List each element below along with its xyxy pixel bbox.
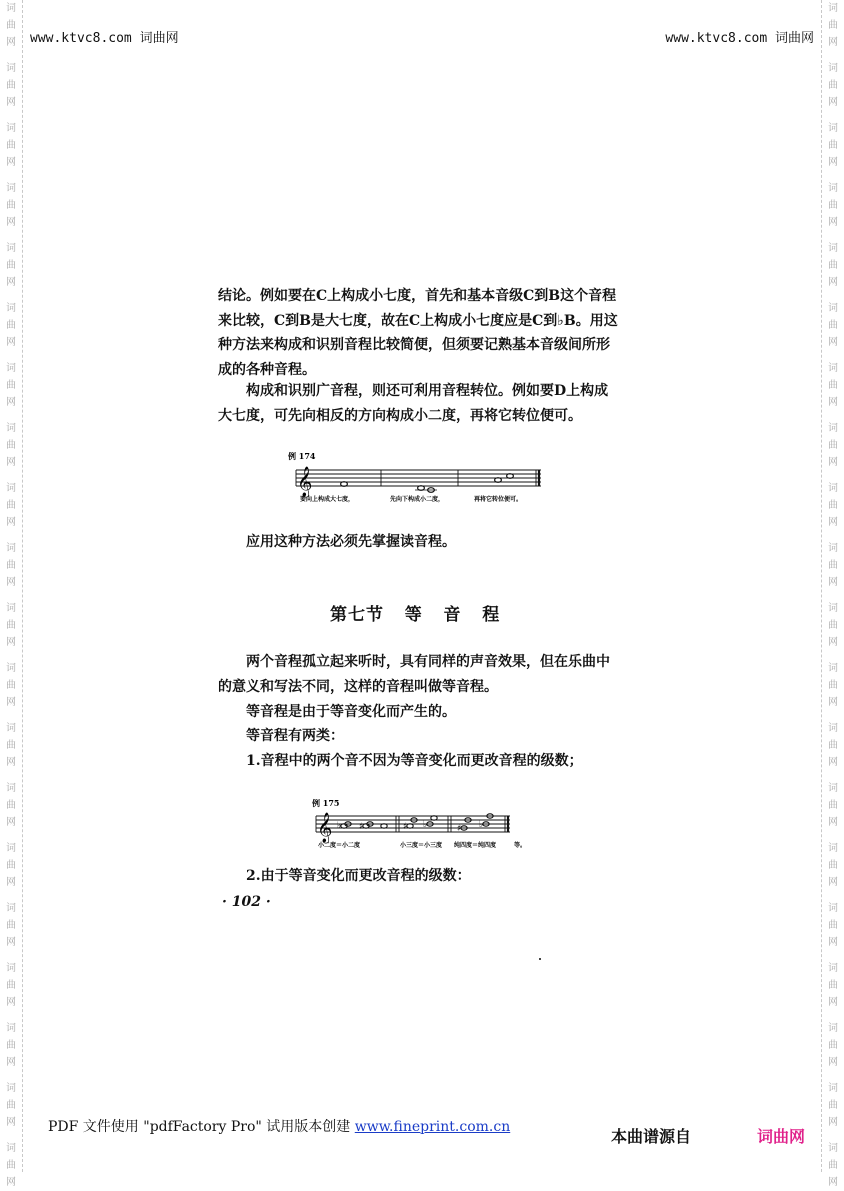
watermark-text: 词 曲 网	[828, 663, 838, 708]
paragraph-conclusion: 结论。例如要在C上构成小七度，首先和基本音级C到B这个音程来比较，C到B是大七度，故在C上构成小七度应是C到♭B。用这种方法来构成和识别音程比较简便，但须要记熟基本音级间所形成的各种音程。	[218, 288, 618, 378]
note-icon	[407, 824, 413, 828]
watermark-text: 词 曲 网	[828, 63, 838, 108]
watermark-text: 词 曲 网	[6, 1083, 16, 1128]
watermark-text: 词 曲 网	[828, 723, 838, 768]
example-175-caption: 小三度＝小三度	[400, 842, 443, 849]
example-175-caption: 小二度＝小二度	[318, 842, 361, 849]
watermark-text: 词 曲 网	[6, 483, 16, 528]
watermark-text: 词 曲 网	[6, 243, 16, 288]
watermark-text: 词 曲 网	[6, 123, 16, 168]
example-175-label: 例 175	[312, 798, 340, 808]
paragraph-inversion: 构成和识别广音程，则还可利用音程转位。例如要D上构成大七度，可先向相反的方向构成小二度，再将它转位便可。	[218, 383, 609, 424]
watermark-text: 词 曲 网	[6, 963, 16, 1008]
watermark-text: 词 曲 网	[6, 1143, 16, 1188]
flat-icon: ♭	[479, 820, 484, 830]
watermark-text: 词 曲 网	[828, 603, 838, 648]
list-item-type-2: 2.由于等音变化而更改音程的级数：	[246, 868, 471, 884]
watermark-text: 词 曲 网	[6, 3, 16, 48]
watermark-text: 词 曲 网	[6, 723, 16, 768]
watermark-text: 词 曲 网	[828, 903, 838, 948]
paragraph-origin: 等音程是由于等音变化而产生的。	[246, 704, 456, 720]
treble-clef-icon: 𝄞	[297, 467, 313, 497]
paragraph-definition: 两个音程孤立起来听时，具有同样的声音效果，但在乐曲中的意义和写法不同，这样的音程叫做等音程。	[218, 654, 610, 695]
header-site-left[interactable]: www.ktvc8.com 词曲网	[30, 31, 179, 46]
left-watermark-strip	[0, 0, 23, 1188]
watermark-text: 词 曲 网	[828, 423, 838, 468]
watermark-text: 词 曲 网	[6, 843, 16, 888]
note-icon	[381, 824, 387, 828]
watermark-text: 词 曲 网	[828, 183, 838, 228]
example-175-caption: 纯四度＝纯四度	[454, 842, 497, 849]
watermark-text: 词 曲 网	[6, 903, 16, 948]
treble-clef-icon: 𝄞	[317, 813, 333, 843]
example-174-caption: 先向下构成小二度，	[390, 496, 445, 503]
header-site-right[interactable]: www.ktvc8.com 词曲网	[665, 31, 814, 46]
watermark-text: 词 曲 网	[828, 303, 838, 348]
watermark-text: 词 曲 网	[828, 123, 838, 168]
watermark-text: 词 曲 网	[828, 1023, 838, 1068]
paragraph-method-note: 应用这种方法必须先掌握读音程。	[246, 534, 456, 550]
ink-dot	[539, 958, 541, 960]
music-example-175	[308, 796, 533, 858]
watermark-text: 词 曲 网	[6, 603, 16, 648]
staff-174	[286, 450, 546, 508]
music-example-174	[286, 450, 546, 512]
note-icon	[431, 816, 437, 820]
staff-175	[308, 796, 533, 854]
watermark-text: 词 曲 网	[828, 483, 838, 528]
watermark-text: 词 曲 网	[828, 243, 838, 288]
flat-icon: ♭	[337, 821, 342, 831]
section-title: 第七节 等 音 程	[330, 605, 501, 625]
watermark-text: 词 曲 网	[828, 543, 838, 588]
right-watermark-strip	[821, 0, 844, 1188]
brand-logo[interactable]: 词曲网	[757, 1127, 806, 1146]
example-174-label: 例 174	[288, 451, 316, 461]
watermark-text: 词 曲 网	[6, 1023, 16, 1068]
watermark-text: 词 曲 网	[828, 363, 838, 408]
watermark-text: 词 曲 网	[828, 1143, 838, 1188]
watermark-text: 词 曲 网	[828, 843, 838, 888]
watermark-text: 词 曲 网	[6, 303, 16, 348]
pdf-footer	[48, 1116, 510, 1136]
watermark-text: 词 曲 网	[6, 63, 16, 108]
sharp-icon: ♯	[457, 824, 462, 834]
watermark-text: 词 曲 网	[6, 423, 16, 468]
watermark-text: 词 曲 网	[6, 783, 16, 828]
watermark-text: 词 曲 网	[6, 183, 16, 228]
watermark-text: 词 曲 网	[6, 543, 16, 588]
example-175-caption: 等。	[514, 842, 527, 849]
sharp-icon: ♯	[359, 822, 364, 832]
flat-icon: ♭	[423, 820, 428, 830]
sharp-icon: ♯	[403, 822, 408, 832]
watermark-text: 词 曲 网	[828, 783, 838, 828]
paragraph-types: 等音程有两类：	[246, 728, 344, 744]
watermark-text: 词 曲 网	[828, 1083, 838, 1128]
watermark-text: 词 曲 网	[6, 663, 16, 708]
watermark-text: 词 曲 网	[828, 963, 838, 1008]
source-label: 本曲谱源自	[611, 1127, 692, 1146]
footer-text: PDF 文件使用 "pdfFactory Pro" 试用版本创建	[48, 1119, 351, 1135]
list-item-type-1: 1.音程中的两个音不因为等音变化而更改音程的级数；	[246, 753, 583, 769]
example-174-caption: 再将它转位便可。	[474, 496, 523, 503]
watermark-text: 词 曲 网	[6, 363, 16, 408]
watermark-text: 词 曲 网	[828, 3, 838, 48]
footer-link[interactable]: www.fineprint.com.cn	[354, 1119, 511, 1135]
page-number: · 102 ·	[222, 894, 271, 910]
example-174-caption: 要向上构成大七度，	[300, 496, 355, 503]
